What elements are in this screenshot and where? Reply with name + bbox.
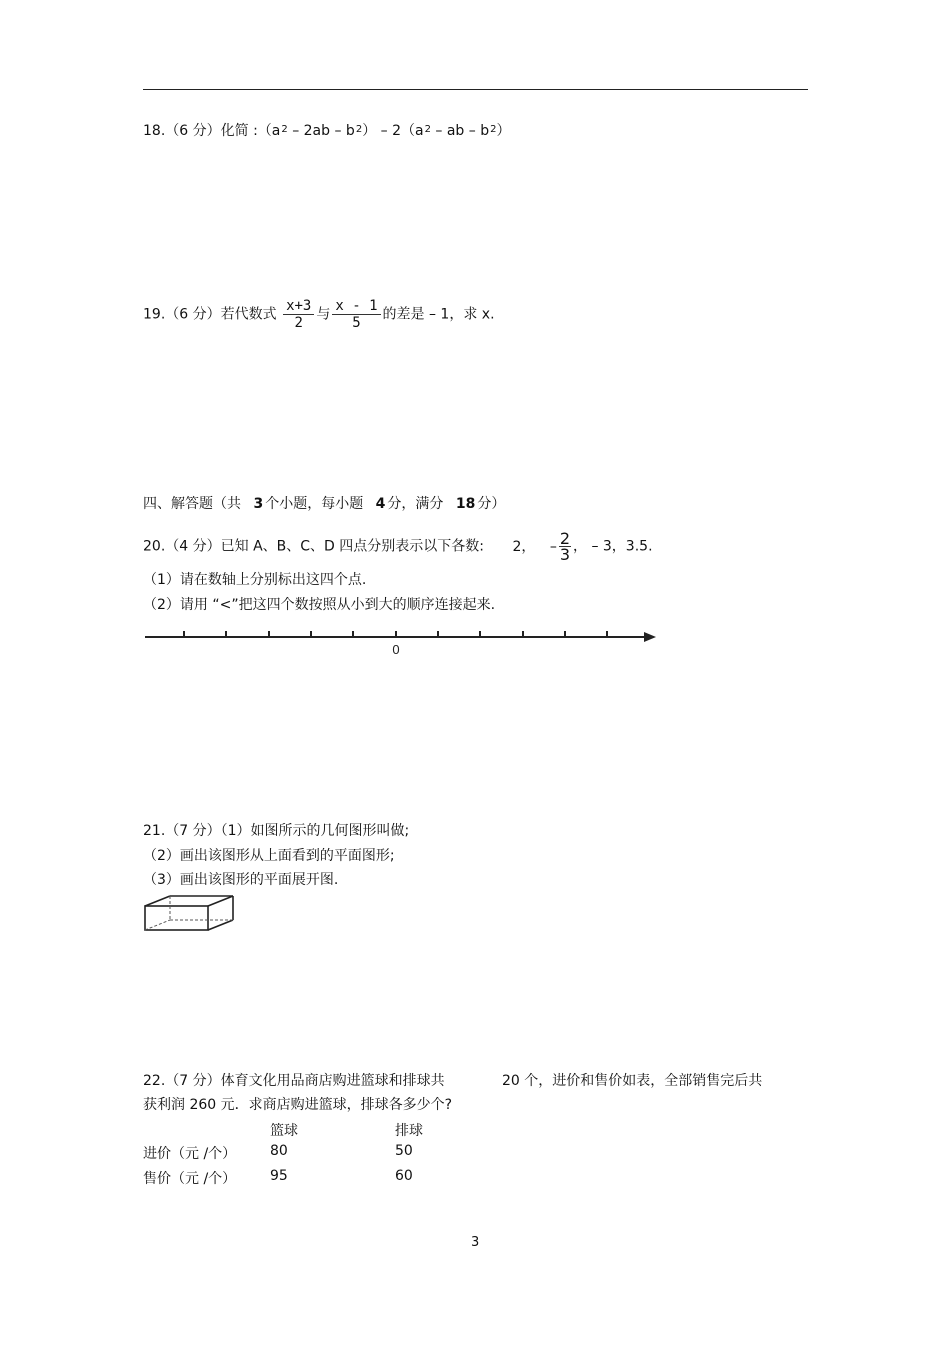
table-cell-cost-basketball: 80 bbox=[270, 1143, 288, 1159]
table-header-volleyball: 排球 bbox=[395, 1123, 423, 1139]
q19-frac1-denominator: 2 bbox=[294, 315, 303, 331]
q18-mid-3: – ab – b bbox=[430, 123, 490, 139]
q20-subquestion-2: （2）请用 “<”把这四个数按照从小到大的顺序连接起来. bbox=[143, 597, 496, 613]
table-header-basketball: 篮球 bbox=[270, 1123, 298, 1139]
question-19 bbox=[143, 298, 495, 331]
q18-mid-1: – 2ab – b bbox=[287, 123, 355, 139]
q18-exp-3: 2 bbox=[424, 124, 431, 135]
section4-total: 18 bbox=[455, 496, 476, 512]
q21-line-2: （2）画出该图形从上面看到的平面图形; bbox=[143, 848, 395, 864]
q20-rest: ， – 3，3.5. bbox=[573, 538, 653, 555]
cuboid-figure bbox=[142, 893, 240, 935]
q18-suffix: ） bbox=[496, 123, 511, 139]
table-row-label-price: 售价（元 /个） bbox=[143, 1171, 237, 1187]
section4-points-each: 4 bbox=[375, 496, 386, 512]
table-row-label-cost: 进价（元 /个） bbox=[143, 1146, 237, 1162]
q20-fraction bbox=[559, 531, 571, 562]
q21-line-1: 21.（7 分）（1）如图所示的几何图形叫做; bbox=[143, 823, 410, 839]
q18-prefix: 18.（6 分）化简 :（a bbox=[143, 123, 281, 139]
q20-value-1: 2， bbox=[512, 538, 536, 555]
q20-frac-numerator: 2 bbox=[559, 529, 570, 548]
q19-suffix: 的差是 – 1，求 x. bbox=[382, 306, 495, 323]
q19-prefix: 19.（6 分）若代数式 bbox=[143, 306, 277, 323]
question-20 bbox=[143, 531, 653, 562]
q19-fraction-1 bbox=[283, 298, 314, 331]
q18-exp-4: 2 bbox=[490, 124, 497, 135]
number-line bbox=[140, 622, 665, 662]
section4-part-1: 四、解答题（共 bbox=[143, 496, 241, 512]
section4-part-3: 分，满分 bbox=[387, 496, 444, 512]
page-number: 3 bbox=[471, 1235, 480, 1250]
table-cell-cost-volleyball: 50 bbox=[395, 1143, 413, 1159]
q18-exp-1: 2 bbox=[281, 124, 288, 135]
q22-line-1a: 22.（7 分）体育文化用品商店购进篮球和排球共 bbox=[143, 1073, 445, 1089]
section-4-heading bbox=[143, 493, 505, 513]
number-line-arrow-icon bbox=[644, 632, 656, 642]
q18-mid-2: ） – 2（a bbox=[362, 123, 424, 139]
q18-exp-2: 2 bbox=[355, 124, 363, 135]
q20-prefix: 20.（4 分）已知 A、B、C、D 四点分别表示以下各数: bbox=[143, 538, 484, 555]
table-cell-price-volleyball: 60 bbox=[395, 1168, 413, 1184]
header-rule bbox=[143, 89, 808, 90]
q20-negative-sign: – bbox=[549, 538, 557, 555]
section4-count: 3 bbox=[253, 496, 264, 512]
q19-frac2-numerator: x - 1 bbox=[332, 298, 380, 315]
q19-fraction-2 bbox=[332, 298, 380, 331]
q20-subquestion-1: （1）请在数轴上分别标出这四个点. bbox=[143, 572, 367, 588]
number-line-zero-label: 0 bbox=[392, 642, 400, 657]
q22-line-2: 获利润 260 元．求商店购进篮球，排球各多少个? bbox=[143, 1097, 453, 1113]
q20-frac-denominator: 3 bbox=[559, 545, 570, 564]
q19-frac2-denominator: 5 bbox=[352, 315, 361, 331]
q19-joiner: 与 bbox=[316, 306, 331, 323]
section4-part-4: 分） bbox=[477, 496, 506, 512]
q22-line-1b: 20 个，进价和售价如表，全部销售完后共 bbox=[502, 1073, 763, 1089]
question-18 bbox=[143, 120, 510, 140]
q21-line-3: （3）画出该图形的平面展开图. bbox=[143, 872, 339, 888]
section4-part-2: 个小题，每小题 bbox=[265, 496, 364, 512]
q19-frac1-numerator: x+3 bbox=[283, 298, 314, 315]
table-cell-price-basketball: 95 bbox=[270, 1168, 288, 1184]
